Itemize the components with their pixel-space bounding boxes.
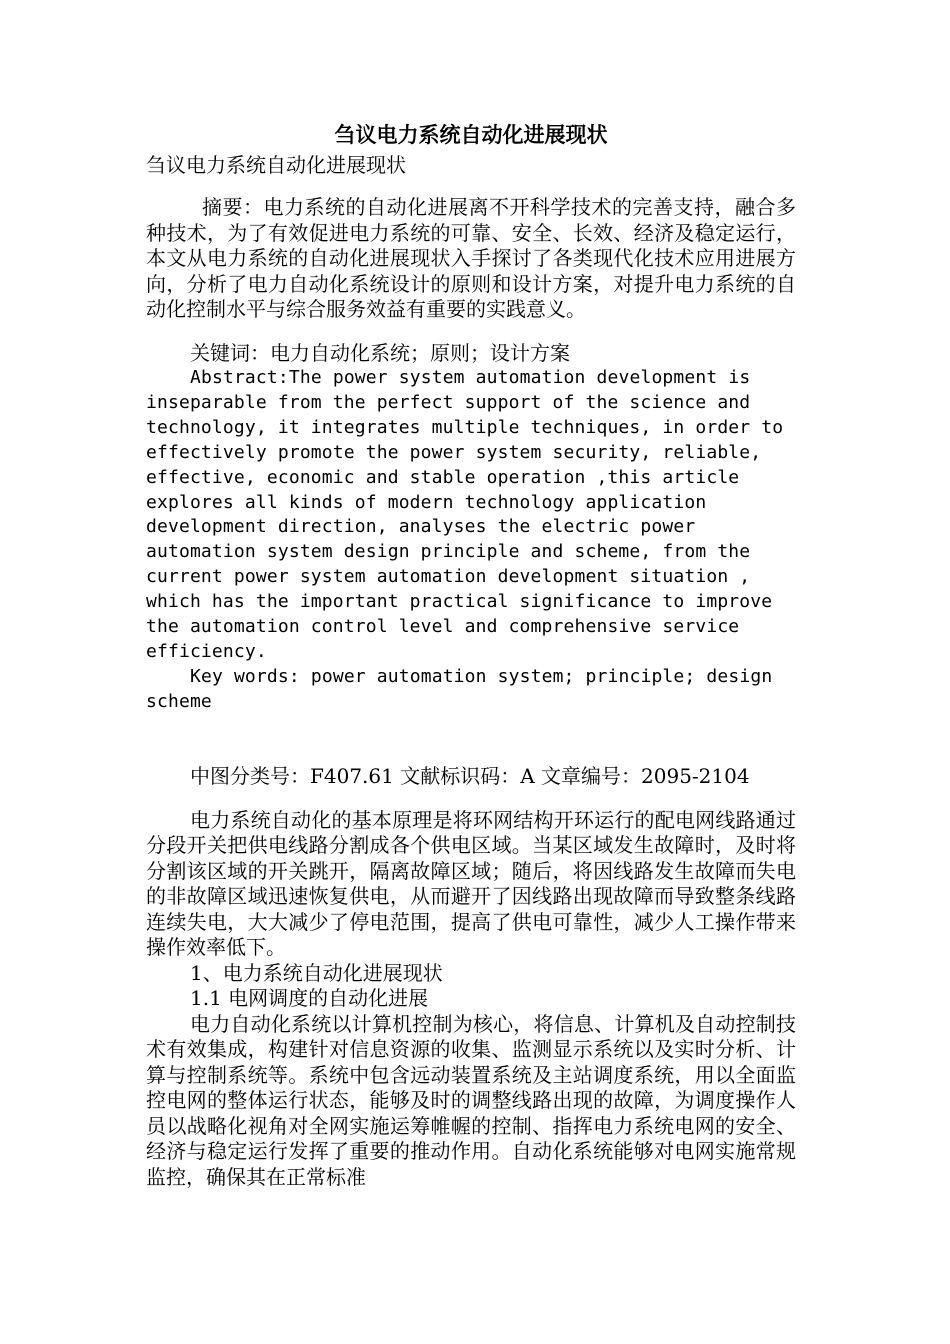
spacer (146, 715, 796, 762)
abstract-english: Abstract:The power system automation development is inseparable from the perfect support of the science and technology, it integrates multiple techniques, in order to effectively promote the power system security, reliable, effective, economic and stable operation ,this article explores all kinds of modern technology application development direction, analyses the electric power automation system design principle and scheme, from the current power system automation development situation , which has the important practical significance to improve the automation control level and comprehensive service efficiency. (146, 367, 784, 662)
section-heading-1: 1、电力系统自动化进展现状 (190, 960, 443, 985)
abstract-chinese: 摘要：电力系统的自动化进展离不开科学技术的完善支持，融合多种技术，为了有效促进电力系统的可靠、安全、长效、经济及稳定运行，本文从电力系统的自动化进展现状入手探讨了各类现代化技术应用进展方向，分析了电力自动化系统设计的原则和设计方案，对提升电力系统的自动化控制水平与综合服务效益有重要的实践意义。 (146, 195, 796, 321)
keywords-english: Key words: power automation system; principle; design scheme (146, 665, 773, 712)
spacer (146, 179, 796, 195)
document-page (146, 118, 796, 1190)
spacer (146, 790, 796, 808)
intro-paragraph: 电力系统自动化的基本原理是将环网结构开环运行的配电网线路通过分段开关把供电线路分割成各个供电区域。当某区域发生故障时，及时将分割该区域的开关跳开，隔离故障区域；随后，将因线路发生故障而失电的非故障区域迅速恢复供电，从而避开了因线路出现故障而导致整条线路连续失电，大大减少了停电范围，提高了供电可靠性，减少人工操作带来操作效率低下。 (146, 807, 796, 960)
classification-info: 中图分类号：F407.61 文献标识码：A 文章编号：2095-2104 (190, 763, 750, 788)
section-heading-1-1: 1.1 电网调度的自动化进展 (190, 986, 429, 1011)
document-title: 刍议电力系统自动化进展现状 (334, 123, 608, 147)
document-subtitle: 刍议电力系统自动化进展现状 (146, 153, 406, 177)
spacer (146, 323, 796, 341)
section-1-1-paragraph: 电力自动化系统以计算机控制为核心，将信息、计算机及自动控制技术有效集成，构建针对信息资源的收集、监测显示系统以及实时分析、计算与控制系统等。系统中包含远动装置系统及主站调度系统，用以全面监控电网的整体运行状态，能够及时的调整线路出现的故障，为调度操作人员以战略化视角对全网实施运筹帷幄的控制、指挥电力系统电网的安全、经济与稳定运行发挥了重要的推动作用。自动化系统能够对电网实施常规监控，确保其在正常标准 (146, 1011, 796, 1189)
keywords-chinese: 关键词：电力自动化系统；原则；设计方案 (190, 340, 570, 365)
